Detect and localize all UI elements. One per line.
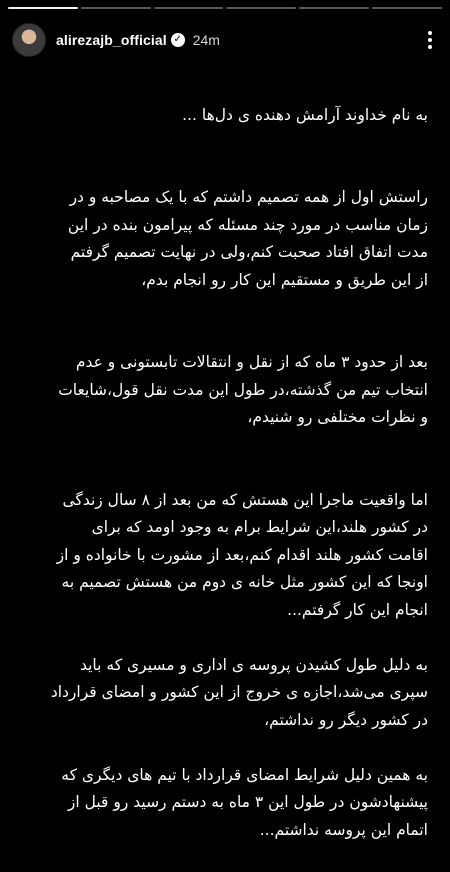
story-text — [22, 74, 428, 872]
progress-segment — [372, 7, 442, 9]
progress-segment — [226, 7, 296, 9]
paragraph: به نام خداوند آرامش دهنده ی دل‌ها ... — [182, 105, 428, 124]
paragraph: راستش اول از همه تصمیم داشتم که با یک مصاحبه و در زمان مناسب در مورد چند مسئله که پیرامون بنده در این مدت اتفاق افتاد صحبت کنم،ولی در نهایت تصمیم گرفتم از این طریق و مستقیم این کار رو انجام بدم، — [67, 188, 428, 289]
progress-segment — [154, 7, 224, 9]
paragraph: اما واقعیت ماجرا این هستش که من بعد از ۸ سال زندگی در کشور هلند،این شرایط برام به وجود اومد که برای اقامت کشور هلند اقدام کنم،بعد از مشورت با خانواده و از اونجا که این کشور مثل خانه ی دوم من هستش تصمیم به انجام این کار گرفتم... — [56, 490, 428, 619]
story-header — [12, 23, 440, 57]
verified-badge-icon: ✓ — [171, 33, 185, 47]
progress-segment — [81, 7, 151, 9]
progress-segment — [299, 7, 369, 9]
paragraph: به همین دلیل شرایط امضای قرارداد با تیم های دیگری که پیشنهادشون در طول این ۳ ماه به دستم رسید رو قبل از اتمام این پروسه نداشتم... — [61, 765, 428, 839]
more-vertical-icon[interactable] — [420, 28, 440, 52]
paragraph: به دلیل طول کشیدن پروسه ی اداری و مسیری که باید سپری می‌شد،اجازه ی خروج از این کشور و امضای قرارداد در کشور دیگر رو نداشتم، — [50, 655, 428, 729]
story-progress-bar — [8, 7, 442, 9]
progress-segment — [8, 7, 78, 9]
avatar[interactable] — [12, 23, 46, 57]
paragraph: بعد از حدود ۳ ماه که از نقل و انتقالات تابستونی و عدم انتخاب تیم من گذشته،در طول این مدت نقل قول،شایعات و نظرات مختلفی رو شنیدم، — [58, 353, 428, 426]
post-time: 24m — [192, 32, 220, 48]
username[interactable]: alirezajb_official — [56, 32, 167, 48]
